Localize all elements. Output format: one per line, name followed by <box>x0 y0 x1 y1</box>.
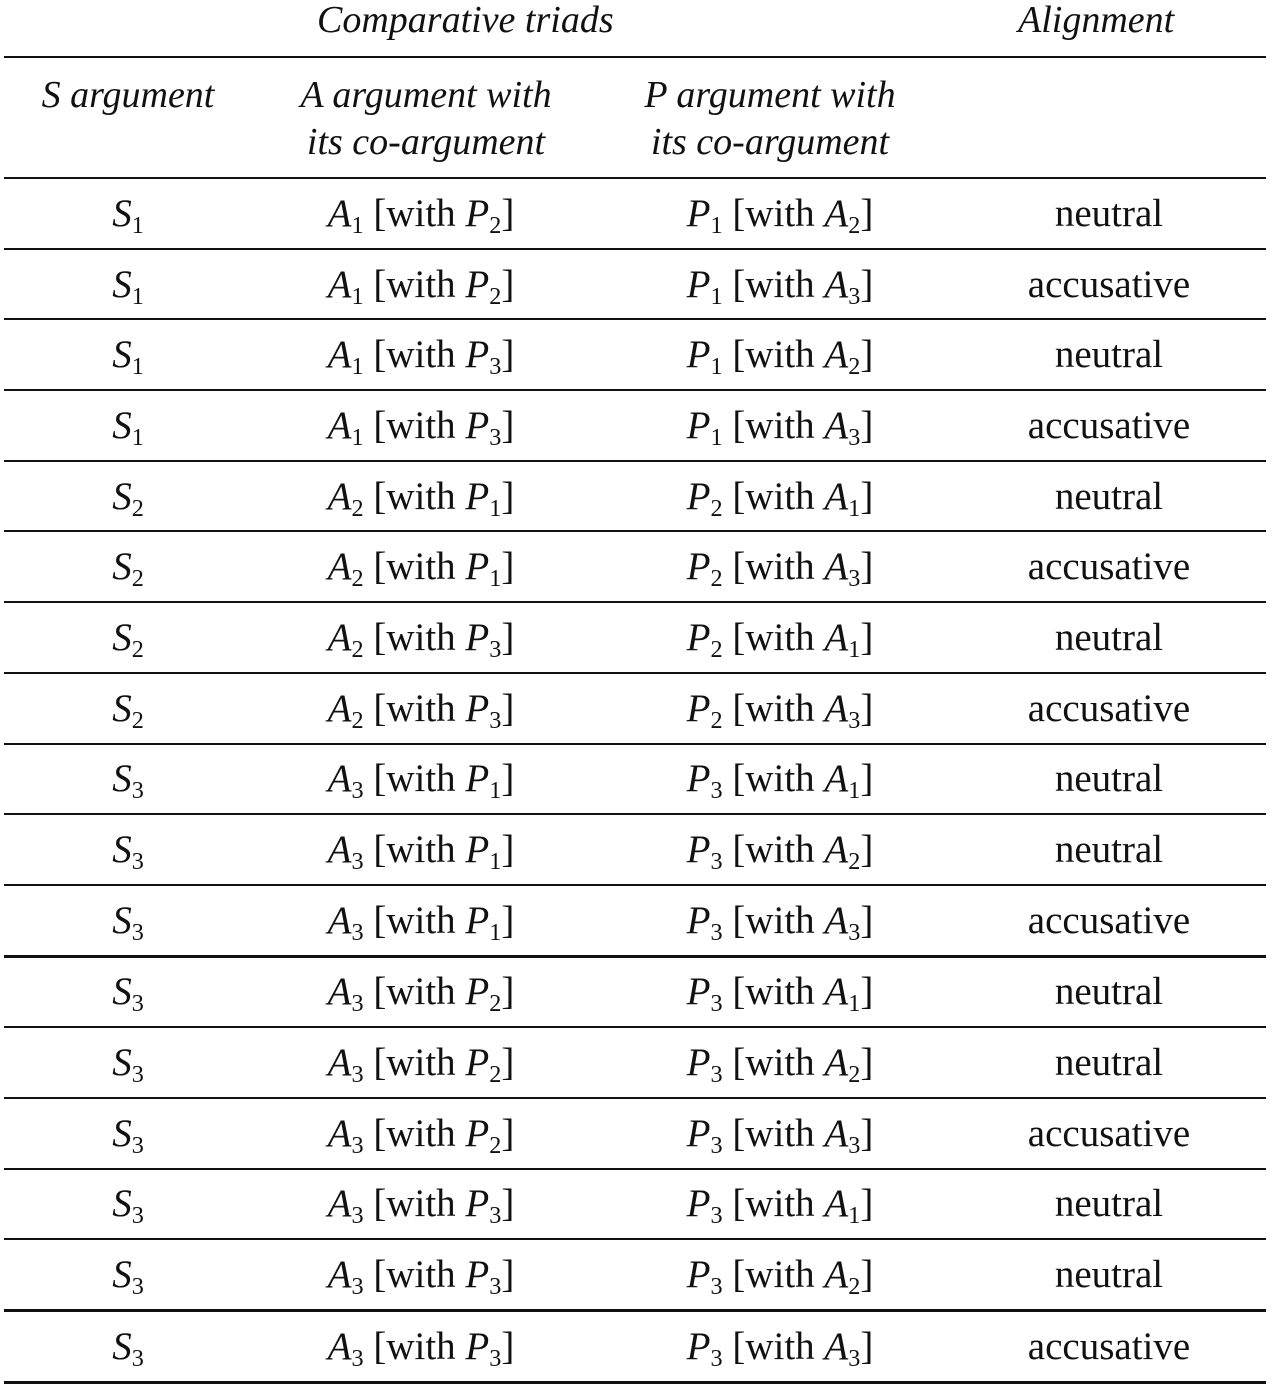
alignment-cell: neutral <box>1054 1182 1164 1226</box>
s-argument-cell: $S_3$ <box>112 1041 144 1088</box>
alignment-cell: accusative <box>1027 686 1191 730</box>
alignment-cell: neutral <box>1054 1253 1164 1297</box>
alignment-cell: neutral <box>1054 828 1164 872</box>
alignment-cell: neutral <box>1054 474 1164 518</box>
s-argument-cell: $S_1$ <box>112 262 144 310</box>
table-row <box>4 1099 1266 1170</box>
table-row <box>4 603 1266 674</box>
table-row <box>4 1028 1266 1099</box>
column-header-p-argument: P argument with its co-argument <box>644 74 896 163</box>
column-header-alignment <box>940 58 1266 177</box>
p-argument-cell: $P_3$ [with $A_2$] <box>686 1253 874 1300</box>
table-row <box>4 958 1266 1029</box>
table-row <box>4 1312 1266 1384</box>
a-argument-cell: $A_1$ [with $P_2$] <box>327 262 515 310</box>
table-row <box>4 674 1266 745</box>
p-argument-cell: $P_3$ [with $A_3$] <box>686 1111 874 1159</box>
p-argument-cell: $P_3$ [with $A_3$] <box>686 1324 874 1372</box>
s-argument-cell: $S_3$ <box>112 828 144 875</box>
p-argument-cell: $P_3$ [with $A_1$] <box>686 757 874 805</box>
alignment-cell: accusative <box>1027 898 1191 942</box>
a-argument-cell: $A_3$ [with $P_2$] <box>327 970 515 1018</box>
alignment-cell: accusative <box>1027 403 1191 447</box>
p-argument-cell: $P_2$ [with $A_1$] <box>686 615 874 663</box>
column-header-row <box>4 58 1266 179</box>
a-argument-cell: $A_3$ [with $P_2$] <box>327 1041 515 1088</box>
table-row <box>4 320 1266 391</box>
table-row <box>4 179 1266 250</box>
alignment-cell: neutral <box>1054 191 1164 235</box>
a-argument-cell: $A_3$ [with $P_2$] <box>327 1111 515 1159</box>
table-row <box>4 886 1266 958</box>
p-argument-cell: $P_1$ [with $A_3$] <box>686 403 874 451</box>
table-row <box>4 815 1266 886</box>
a-argument-cell: $A_3$ [with $P_1$] <box>327 898 515 946</box>
s-argument-cell: $S_2$ <box>112 474 144 522</box>
p-argument-cell: $P_3$ [with $A_2$] <box>686 828 874 875</box>
s-argument-cell: $S_3$ <box>112 757 144 805</box>
comparative-triads-heading: Comparative triads <box>317 0 614 41</box>
a-argument-cell: $A_3$ [with $P_1$] <box>327 757 515 805</box>
s-argument-cell: $S_1$ <box>112 191 144 239</box>
alignment-cell: neutral <box>1054 333 1164 377</box>
s-argument-cell: $S_3$ <box>112 970 144 1018</box>
table-body <box>4 179 1266 1384</box>
a-argument-cell: $A_2$ [with $P_3$] <box>327 615 515 663</box>
alignment-cell: accusative <box>1027 1324 1191 1368</box>
p-argument-cell: $P_3$ [with $A_3$] <box>686 898 874 946</box>
s-argument-cell: $S_3$ <box>112 1111 144 1159</box>
a-argument-cell: $A_3$ [with $P_3$] <box>327 1253 515 1300</box>
table-row <box>4 532 1266 603</box>
table-super-header <box>4 0 1266 58</box>
p-argument-cell: $P_1$ [with $A_3$] <box>686 262 874 310</box>
column-header-s-argument: S argument <box>41 74 215 116</box>
alignment-cell: accusative <box>1027 545 1191 589</box>
p-argument-cell: $P_1$ [with $A_2$] <box>686 191 874 239</box>
alignment-cell: accusative <box>1027 1111 1191 1155</box>
p-argument-cell: $P_3$ [with $A_1$] <box>686 1182 874 1230</box>
a-argument-cell: $A_1$ [with $P_2$] <box>327 191 515 239</box>
a-argument-cell: $A_3$ [with $P_1$] <box>327 828 515 875</box>
p-argument-cell: $P_1$ [with $A_2$] <box>686 333 874 380</box>
s-argument-cell: $S_2$ <box>112 545 144 593</box>
table-row <box>4 1240 1266 1312</box>
column-header-a-argument: A argument with its co-argument <box>300 74 552 163</box>
alignment-cell: accusative <box>1027 262 1191 306</box>
table-row <box>4 391 1266 462</box>
a-argument-cell: $A_1$ [with $P_3$] <box>327 333 515 380</box>
s-argument-cell: $S_3$ <box>112 1253 144 1300</box>
s-argument-cell: $S_3$ <box>112 1324 144 1372</box>
alignment-cell: neutral <box>1054 757 1164 801</box>
a-argument-cell: $A_2$ [with $P_1$] <box>327 474 515 522</box>
a-argument-cell: $A_2$ [with $P_1$] <box>327 545 515 593</box>
table-row <box>4 250 1266 321</box>
p-argument-cell: $P_2$ [with $A_1$] <box>686 474 874 522</box>
p-argument-cell: $P_2$ [with $A_3$] <box>686 545 874 593</box>
table-row <box>4 1170 1266 1241</box>
p-argument-cell: $P_3$ [with $A_2$] <box>686 1041 874 1088</box>
p-argument-cell: $P_3$ [with $A_1$] <box>686 970 874 1018</box>
s-argument-cell: $S_1$ <box>112 403 144 451</box>
p-argument-cell: $P_2$ [with $A_3$] <box>686 686 874 734</box>
a-argument-cell: $A_3$ [with $P_3$] <box>327 1182 515 1230</box>
s-argument-cell: $S_2$ <box>112 686 144 734</box>
alignment-cell: neutral <box>1054 615 1164 659</box>
table-row <box>4 745 1266 816</box>
a-argument-cell: $A_2$ [with $P_3$] <box>327 686 515 734</box>
comparative-triads-table <box>4 0 1266 1384</box>
s-argument-cell: $S_1$ <box>112 333 144 380</box>
s-argument-cell: $S_2$ <box>112 615 144 663</box>
a-argument-cell: $A_3$ [with $P_3$] <box>327 1324 515 1372</box>
s-argument-cell: $S_3$ <box>112 898 144 946</box>
s-argument-cell: $S_3$ <box>112 1182 144 1230</box>
alignment-heading: Alignment <box>1018 0 1175 41</box>
alignment-cell: neutral <box>1054 1041 1164 1085</box>
a-argument-cell: $A_1$ [with $P_3$] <box>327 403 515 451</box>
table-row <box>4 462 1266 533</box>
alignment-cell: neutral <box>1054 970 1164 1014</box>
